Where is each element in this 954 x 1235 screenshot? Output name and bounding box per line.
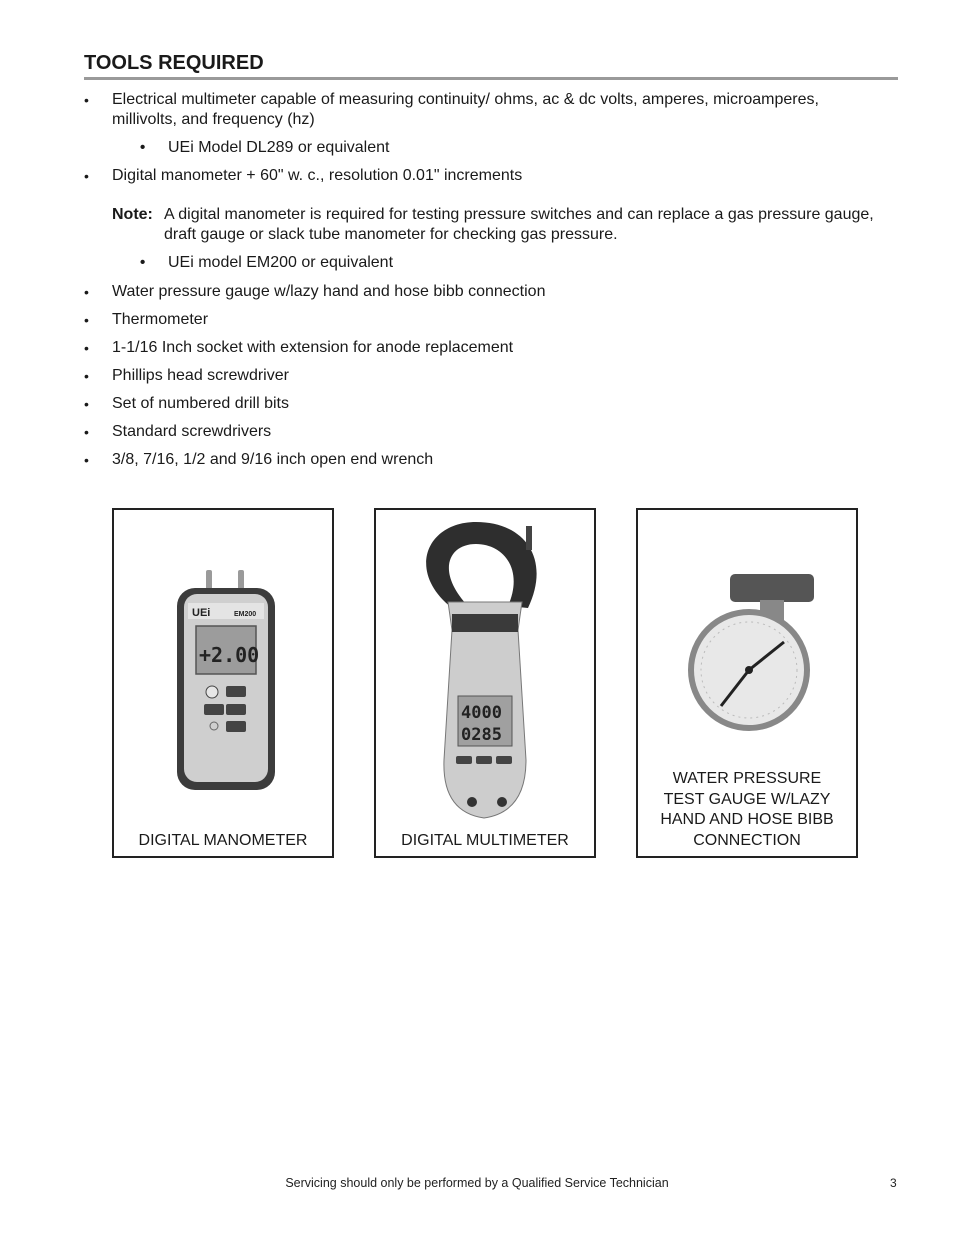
caption-line: WATER PRESSURE (672, 770, 822, 787)
bullet: • (84, 340, 89, 356)
section-title: TOOLS REQUIRED (84, 52, 898, 80)
bullet: • (84, 396, 89, 412)
figure-caption: DIGITAL MULTIMETER (401, 831, 569, 849)
bullet: • (84, 368, 89, 384)
display-reading: +2.00 (199, 643, 260, 667)
bullet: • (84, 452, 89, 468)
page-number: 3 (890, 1176, 897, 1190)
note-text: A digital manometer is required for testing pressure switches and can replace a gas pressure gauge, draft gauge or slack tube manometer for checking gas pressure. (164, 206, 874, 243)
figure-digital-multimeter (374, 508, 596, 858)
bullet: • (84, 312, 89, 328)
model-label: EM200 (234, 611, 257, 618)
bullet: • (140, 254, 146, 271)
caption-line: CONNECTION (693, 831, 801, 849)
figure-digital-manometer (112, 508, 334, 858)
bullet: • (140, 139, 146, 156)
pressure-gauge-illustration (638, 510, 856, 760)
note-label: Note: (112, 206, 153, 223)
multimeter-illustration (376, 510, 594, 825)
display-reading-top: 4000 (461, 703, 502, 723)
list-item-text: UEi model EM200 or equivalent (168, 254, 394, 271)
bullet: • (84, 424, 89, 440)
figure-caption (638, 769, 856, 851)
list-item-text: 1-1/16 Inch socket with extension for anode replacement (112, 339, 514, 356)
bullet: • (84, 284, 89, 300)
figure-caption: DIGITAL MANOMETER (138, 831, 308, 849)
caption-line: TEST GAUGE W/LAZY (663, 790, 831, 808)
bullet: • (84, 92, 89, 108)
list-item-text: Standard screwdrivers (112, 423, 272, 440)
list-item-text: Water pressure gauge w/lazy hand and hose bibb connection (112, 283, 546, 300)
list-item-text: Set of numbered drill bits (112, 395, 289, 412)
bullet: • (84, 168, 89, 184)
caption-line: HAND AND HOSE BIBB (660, 811, 834, 828)
figure-water-pressure-gauge (636, 508, 858, 858)
list-item-text: UEi Model DL289 or equivalent (168, 139, 390, 156)
display-reading-bottom: 0285 (461, 725, 502, 745)
list-item-text: Digital manometer + 60" w. c., resolution 0.01" increments (112, 167, 523, 184)
list-item-text: Phillips head screwdriver (112, 367, 289, 384)
list-item-text: Electrical multimeter capable of measuring continuity/ ohms, ac & dc volts, amperes, microamperes, millivolts, and frequency (hz) (112, 91, 819, 128)
list-item-text: 3/8, 7/16, 1/2 and 9/16 inch open end wrench (112, 451, 434, 468)
brand-label: UEi (192, 607, 211, 619)
footer-note: Servicing should only be performed by a Qualified Service Technician (285, 1176, 669, 1190)
list-item-text: Thermometer (112, 311, 209, 328)
manometer-illustration (114, 510, 332, 810)
